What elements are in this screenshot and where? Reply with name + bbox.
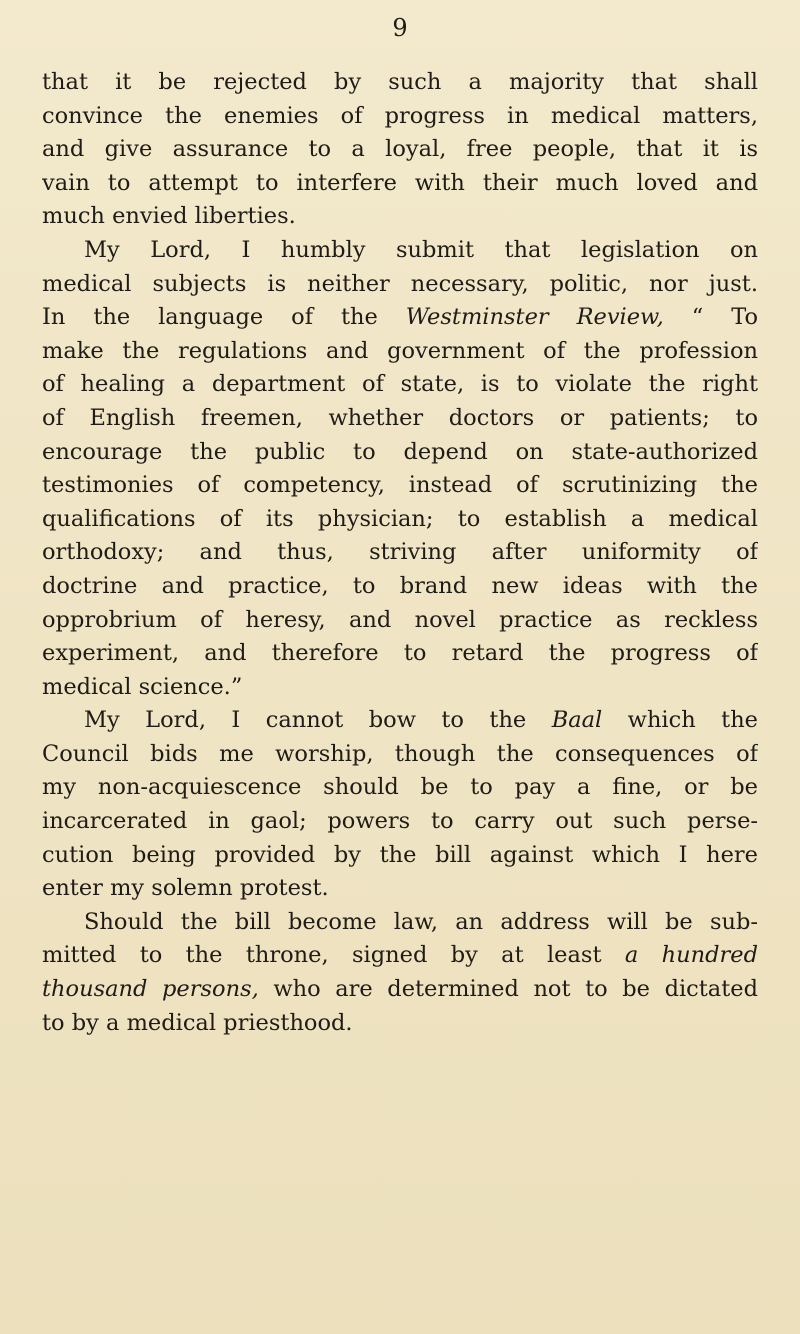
text-line: convince the enemies of progress in medical matters, bbox=[42, 102, 758, 129]
page-number: 9 bbox=[392, 14, 408, 42]
text-line: much envied liberties. bbox=[42, 203, 296, 230]
text-line: encourage the public to depend on state-authorized bbox=[42, 438, 758, 465]
text-fragment: “ To bbox=[663, 304, 758, 331]
text-line: testimonies of competency, instead of scrutinizing the bbox=[42, 472, 758, 499]
text-fragment: mitted to the throne, signed by at least bbox=[42, 942, 625, 969]
text-line: experiment, and therefore to retard the progress of bbox=[42, 640, 758, 667]
text-fragment: which the bbox=[602, 707, 758, 734]
paragraph-2 bbox=[42, 234, 758, 704]
text-line: medical subjects is neither necessary, politic, nor just. bbox=[42, 270, 758, 297]
text-line: enter my solemn protest. bbox=[42, 875, 329, 902]
text-line: Council bids me worship, though the consequences of bbox=[42, 740, 758, 767]
text-line: that it be rejected by such a majority that shall bbox=[42, 69, 758, 95]
text-line: of English freemen, whether doctors or patients; to bbox=[42, 404, 758, 431]
text-line: vain to attempt to interfere with their much loved and bbox=[42, 169, 758, 196]
text-line: qualifications of its physician; to establish a medical bbox=[42, 505, 758, 532]
paragraph-3 bbox=[42, 704, 758, 906]
text-line-with-reference bbox=[42, 301, 758, 335]
text-line: opprobrium of heresy, and novel practice as reckless bbox=[42, 606, 758, 633]
italic-phrase: thousand persons, bbox=[42, 976, 259, 1003]
text-line: make the regulations and government of the profession bbox=[42, 337, 758, 364]
body-text bbox=[42, 66, 758, 1040]
text-line-with-italic bbox=[42, 939, 758, 973]
text-fragment: who are determined not to be dictated bbox=[258, 976, 758, 1003]
text-line: and give assurance to a loyal, free people, that it is bbox=[42, 136, 758, 163]
text-line: doctrine and practice, to brand new ideas with the bbox=[42, 572, 758, 599]
text-line: my non-acquiescence should be to pay a fine, or be bbox=[42, 774, 758, 801]
text-fragment: My Lord, I cannot bow to the bbox=[84, 707, 552, 734]
text-line-with-italic bbox=[42, 973, 758, 1007]
paragraph-4 bbox=[42, 906, 758, 1040]
text-line: cution being provided by the bill against which I here bbox=[42, 841, 758, 868]
text-line-with-italic bbox=[42, 704, 758, 738]
italic-word: Baal bbox=[551, 707, 603, 734]
text-line: incarcerated in gaol; powers to carry out such perse- bbox=[42, 808, 758, 835]
text-fragment: In the language of the bbox=[42, 304, 406, 331]
text-line: of healing a department of state, is to violate the right bbox=[42, 371, 758, 398]
text-line: My Lord, I humbly submit that legislation on bbox=[84, 236, 758, 263]
paragraph-1 bbox=[42, 66, 758, 234]
text-line: orthodoxy; and thus, striving after uniformity of bbox=[42, 539, 758, 566]
text-line: medical science.” bbox=[42, 673, 243, 700]
italic-phrase: a hundred bbox=[624, 942, 758, 969]
text-line: Should the bill become law, an address will be sub- bbox=[84, 908, 758, 935]
italic-reference: Westminster Review, bbox=[405, 304, 664, 331]
text-line: to by a medical priesthood. bbox=[42, 1009, 353, 1036]
